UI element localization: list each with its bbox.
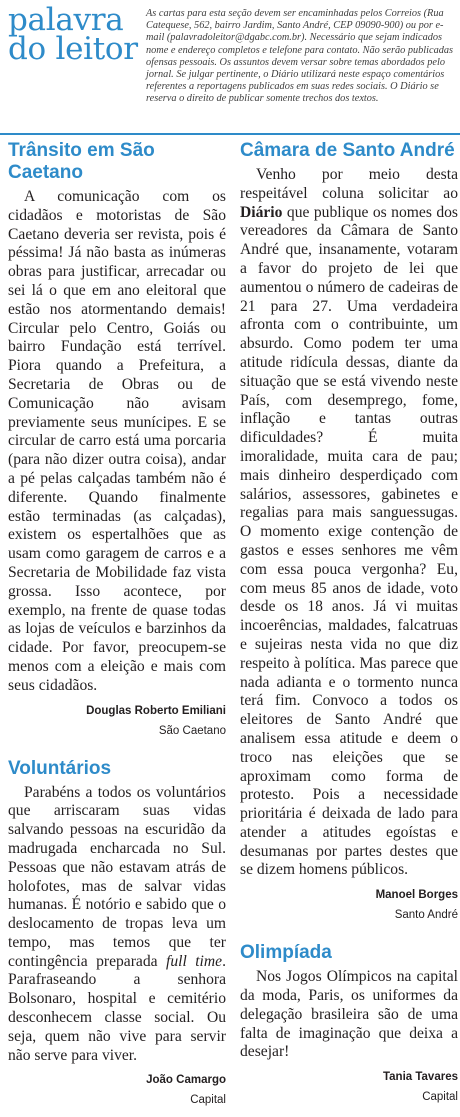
header-divider <box>0 133 460 135</box>
letter-body-part: Venho por meio desta respeitável coluna solicitar ao <box>240 166 458 202</box>
letter-body-part: Parabéns a todos os voluntários que arriscaram suas vidas salvando pessoas na escuridão da madrugada encharcada no Sul. Pessoas que não estavam atrás de holofotes, mas de salvar vidas humanas. É notório e sabido que o deslocamento de tropas leva um tempo, mas temos que ter contingência preparada <box>8 783 226 970</box>
letter-city: Santo André <box>394 909 458 922</box>
letter-body <box>240 166 458 880</box>
letter-author: Tania Tavares <box>382 1071 458 1084</box>
section-header <box>0 0 460 133</box>
letter-body-bold: Diário <box>240 203 283 221</box>
section-title-line-1: palavra <box>8 2 124 38</box>
letter-city: São Caetano <box>158 724 226 737</box>
letter-voluntarios <box>8 758 226 1108</box>
letter-heading: Olimpíada <box>240 942 332 964</box>
letter-body: Nos Jogos Olímpicos na capital da moda, Paris, os uniformes da delegação brasileira são de uma falta de imaginação que deixa a desejar! <box>240 968 458 1061</box>
letter-body-part: que publique os nomes dos vereadores da Câmara de Santo André que, insanamente, votaram a favor do projeto de lei que aumentou o número de cadeiras de 21 para 27. Uma verdadeira afronta com o contribuinte, um absurdo. Como podem ter uma atitude ridícula dessas, diante da situação que se está vivendo neste País, com desemprego, fome, inflação e tantas outras dificuldades? É muita imoralidade, muita cara de pau; mais dinheiro desperdiçado com salários, assessores, gabinetes e regalias para mais sanguessugas. O momento exige contenção de gastos e esses senhores me vêm com essa pouca vergonha? Eu, com meus 85 anos de idade, voto desde os 18 anos. Já vi muitas incoerências, maldades, falcatruas e sujeiras nesta vida no que diz respeito à política. Mas parece que nada adianta e o tormento nunca terá fim. Convoco a todos os eleitores de Santo André que analisem essa atitude e deem o troco nas eleições que se aproximam como forma de protesto. Pois a necessidade prioritária é deixada de lado para atender a atitudes egoístas e desumanas por partes destes que se dizem homens públicos. <box>240 203 458 879</box>
section-title-line-2: do leitor <box>8 31 138 67</box>
letter-body: A comunicação com os cidadãos e motoristas de São Caetano deveria ser revista, pois é péssima! Já não basta as inúmeras obras para justificar, arrecadar ou sei lá o que em ano eleitoral que estão nos atormentando demais! Circular pelo Centro, Goiás ou bairro Fundação está terrível. Piora quando a Prefeitura, a Secretaria de Obras ou de Comunicação não avisam previamente seus munícipes. E se circular de carro está uma porcaria (para não dizer outra coisa), andar a pé pelas calçadas também não é diferente. Quando finalmente estão terminadas (as calçadas), existem os espertalhões que as usam como garagem de carros e a Secretaria de Mobilidade faz vista grossa. Isso acontece, por exemplo, na frente de quase todas as lojas de veículos e barzinhos da cidade. Por favor, preocupem-se menos com a eleição e mais com seus cidadãos. <box>8 188 226 694</box>
letter-heading: Câmara de Santo André <box>240 140 455 161</box>
left-column <box>8 140 226 1117</box>
letter-body-italic: full time <box>166 952 223 970</box>
letter-heading: Trânsito em São Caetano <box>8 140 155 183</box>
letter-camara-santo-andre <box>240 140 458 922</box>
letter-body <box>8 784 226 1066</box>
letter-author: João Camargo <box>146 1074 226 1087</box>
letter-city: Capital <box>422 1091 458 1104</box>
letter-transito-sao-caetano <box>8 140 226 738</box>
letter-author: Manoel Borges <box>375 889 458 902</box>
letter-author: Douglas Roberto Emiliani <box>86 704 226 717</box>
letter-body-part: . Parafraseando a senhora Bolsonaro, hospital e cemitério desconhecem classe social. Ou seja, quem não vive para servir não serve para viver. <box>8 952 226 1064</box>
letter-olimpiada <box>240 942 458 1104</box>
submission-guidelines: As cartas para esta seção devem ser encaminhadas pelos Correios (Rua Catequese, 562, bairro Jardim, Santo André, CEP 09090-900) ou por e-mail (palavradoleitor@dgabc.com.br). Necessário que sejam indicados nome e endereço completos e telefone para contato. Não serão publicadas ofensas pessoais. Os assuntos devem versar sobre temas abordados pelo jornal. Se julgar pertinente, o Diário utilizará neste espaço comentários referentes a reportagens publicados em suas redes sociais. O Diário se reserva o direito de publicar somente trechos dos textos. <box>146 8 454 105</box>
section-title <box>8 2 138 67</box>
letter-city: Capital <box>190 1094 226 1107</box>
letter-heading: Voluntários <box>8 757 112 779</box>
right-column <box>240 140 458 1114</box>
